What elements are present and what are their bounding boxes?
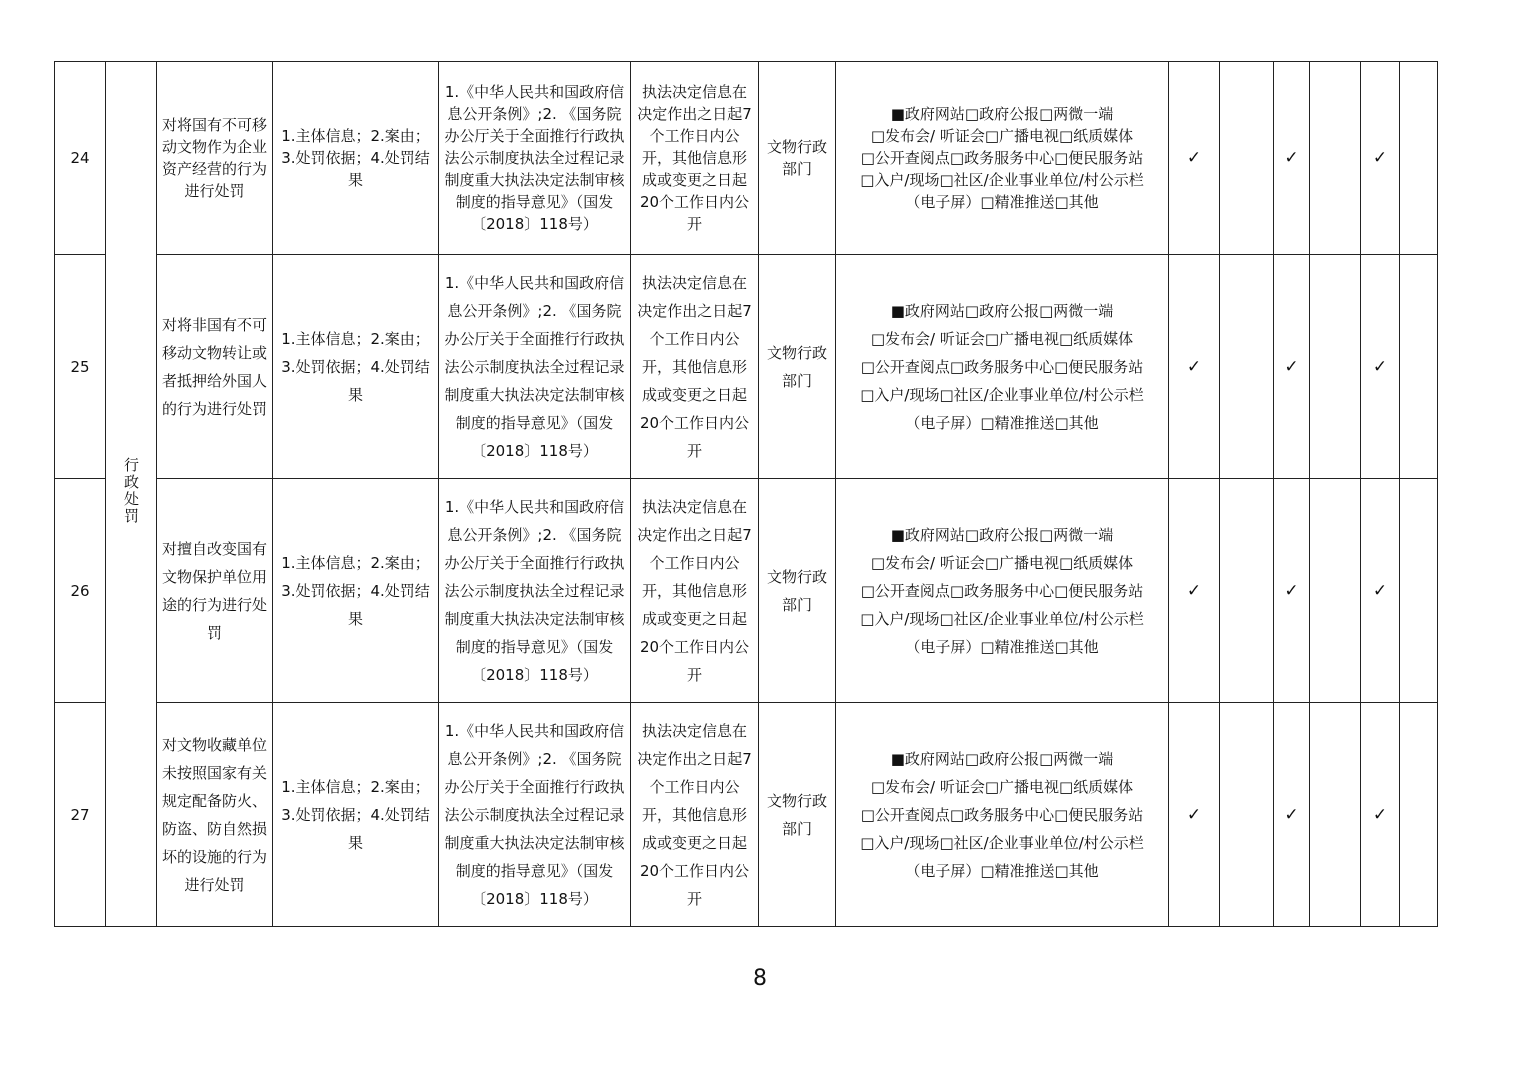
channel-line: □公开查阅点□政务服务中心□便民服务站	[860, 581, 1144, 600]
check-mark-icon: ✓	[1169, 62, 1220, 255]
channel-line: □公开查阅点□政务服务中心□便民服务站	[860, 357, 1144, 376]
category-label: 行政处罚	[122, 457, 140, 525]
disclosure-timeline: 执法决定信息在决定作出之日起7个工作日内公开，其他信息形成或变更之日起20个工作日内公开	[631, 479, 759, 703]
category-cell	[106, 62, 157, 927]
disclosure-content: 1.主体信息；2.案由；3.处罚依据；4.处罚结果	[273, 479, 439, 703]
channel-line: □入户/现场□社区/企业事业单位/村公示栏	[860, 833, 1144, 852]
disclosure-timeline: 执法决定信息在决定作出之日起7个工作日内公开，其他信息形成或变更之日起20个工作日内公开	[631, 703, 759, 927]
channel-line: □公开查阅点□政务服务中心□便民服务站	[860, 805, 1144, 824]
empty-cell	[1400, 255, 1438, 479]
disclosure-basis: 1.《中华人民共和国政府信息公开条例》;2. 《国务院办公厅关于全面推行行政执法公示制度执法全过程记录制度重大执法决定法制审核制度的指导意见》（国发〔2018〕118号）	[439, 255, 631, 479]
responsible-dept: 文物行政部门	[759, 479, 836, 703]
channel-line: ■政府网站□政府公报□两微一端	[890, 301, 1114, 320]
channel-line: □公开查阅点□政务服务中心□便民服务站	[860, 149, 1144, 167]
check-mark-icon: ✓	[1361, 479, 1400, 703]
disclosure-channels	[836, 479, 1169, 703]
empty-cell	[1310, 62, 1361, 255]
responsible-dept: 文物行政部门	[759, 703, 836, 927]
disclosure-content: 1.主体信息；2.案由；3.处罚依据；4.处罚结果	[273, 703, 439, 927]
empty-cell	[1220, 62, 1274, 255]
channel-line: （电子屏）□精准推送□其他	[905, 413, 1099, 432]
channel-line: □入户/现场□社区/企业事业单位/村公示栏	[860, 385, 1144, 404]
item-name: 对将国有不可移动文物作为企业资产经营的行为进行处罚	[157, 62, 273, 255]
check-mark-icon: ✓	[1361, 255, 1400, 479]
table-row	[55, 479, 1438, 703]
table-row	[55, 62, 1438, 255]
check-mark-icon: ✓	[1169, 703, 1220, 927]
row-number: 27	[55, 703, 106, 927]
responsible-dept: 文物行政部门	[759, 255, 836, 479]
channel-line: □发布会/ 听证会□广播电视□纸质媒体	[870, 553, 1134, 572]
disclosure-channels	[836, 703, 1169, 927]
disclosure-basis: 1.《中华人民共和国政府信息公开条例》;2. 《国务院办公厅关于全面推行行政执法公示制度执法全过程记录制度重大执法决定法制审核制度的指导意见》（国发〔2018〕118号）	[439, 703, 631, 927]
channel-line: （电子屏）□精准推送□其他	[905, 861, 1099, 880]
disclosure-basis: 1.《中华人民共和国政府信息公开条例》;2. 《国务院办公厅关于全面推行行政执法公示制度执法全过程记录制度重大执法决定法制审核制度的指导意见》（国发〔2018〕118号）	[439, 479, 631, 703]
row-number: 24	[55, 62, 106, 255]
channel-line: ■政府网站□政府公报□两微一端	[890, 105, 1114, 123]
channel-line: ■政府网站□政府公报□两微一端	[890, 749, 1114, 768]
disclosure-channels	[836, 62, 1169, 255]
channel-line: □入户/现场□社区/企业事业单位/村公示栏	[860, 171, 1144, 189]
empty-cell	[1220, 703, 1274, 927]
disclosure-timeline: 执法决定信息在决定作出之日起7个工作日内公开，其他信息形成或变更之日起20个工作日内公开	[631, 62, 759, 255]
table-row	[55, 703, 1438, 927]
empty-cell	[1310, 703, 1361, 927]
check-mark-icon: ✓	[1361, 62, 1400, 255]
channel-line: □入户/现场□社区/企业事业单位/村公示栏	[860, 609, 1144, 628]
channel-line: （电子屏）□精准推送□其他	[905, 637, 1099, 656]
disclosure-content: 1.主体信息；2.案由；3.处罚依据；4.处罚结果	[273, 62, 439, 255]
channel-line: （电子屏）□精准推送□其他	[905, 193, 1099, 211]
disclosure-timeline: 执法决定信息在决定作出之日起7个工作日内公开，其他信息形成或变更之日起20个工作日内公开	[631, 255, 759, 479]
empty-cell	[1400, 703, 1438, 927]
check-mark-icon: ✓	[1169, 479, 1220, 703]
item-name: 对文物收藏单位未按照国家有关规定配备防火、防盗、防自然损坏的设施的行为进行处罚	[157, 703, 273, 927]
check-mark-icon: ✓	[1274, 479, 1310, 703]
check-mark-icon: ✓	[1274, 703, 1310, 927]
check-mark-icon: ✓	[1274, 62, 1310, 255]
channel-line: □发布会/ 听证会□广播电视□纸质媒体	[870, 777, 1134, 796]
channel-line: ■政府网站□政府公报□两微一端	[890, 525, 1114, 544]
row-number: 26	[55, 479, 106, 703]
check-mark-icon: ✓	[1274, 255, 1310, 479]
channel-line: □发布会/ 听证会□广播电视□纸质媒体	[870, 127, 1134, 145]
empty-cell	[1400, 479, 1438, 703]
page-number: 8	[753, 966, 767, 991]
item-name: 对擅自改变国有文物保护单位用途的行为进行处罚	[157, 479, 273, 703]
empty-cell	[1310, 255, 1361, 479]
disclosure-channels	[836, 255, 1169, 479]
empty-cell	[1400, 62, 1438, 255]
channel-line: □发布会/ 听证会□广播电视□纸质媒体	[870, 329, 1134, 348]
check-mark-icon: ✓	[1361, 703, 1400, 927]
empty-cell	[1310, 479, 1361, 703]
table-row	[55, 255, 1438, 479]
disclosure-content: 1.主体信息；2.案由；3.处罚依据；4.处罚结果	[273, 255, 439, 479]
empty-cell	[1220, 255, 1274, 479]
item-name: 对将非国有不可移动文物转让或者抵押给外国人的行为进行处罚	[157, 255, 273, 479]
responsible-dept: 文物行政部门	[759, 62, 836, 255]
disclosure-basis: 1.《中华人民共和国政府信息公开条例》;2. 《国务院办公厅关于全面推行行政执法公示制度执法全过程记录制度重大执法决定法制审核制度的指导意见》（国发〔2018〕118号）	[439, 62, 631, 255]
disclosure-table	[54, 61, 1438, 927]
empty-cell	[1220, 479, 1274, 703]
check-mark-icon: ✓	[1169, 255, 1220, 479]
row-number: 25	[55, 255, 106, 479]
